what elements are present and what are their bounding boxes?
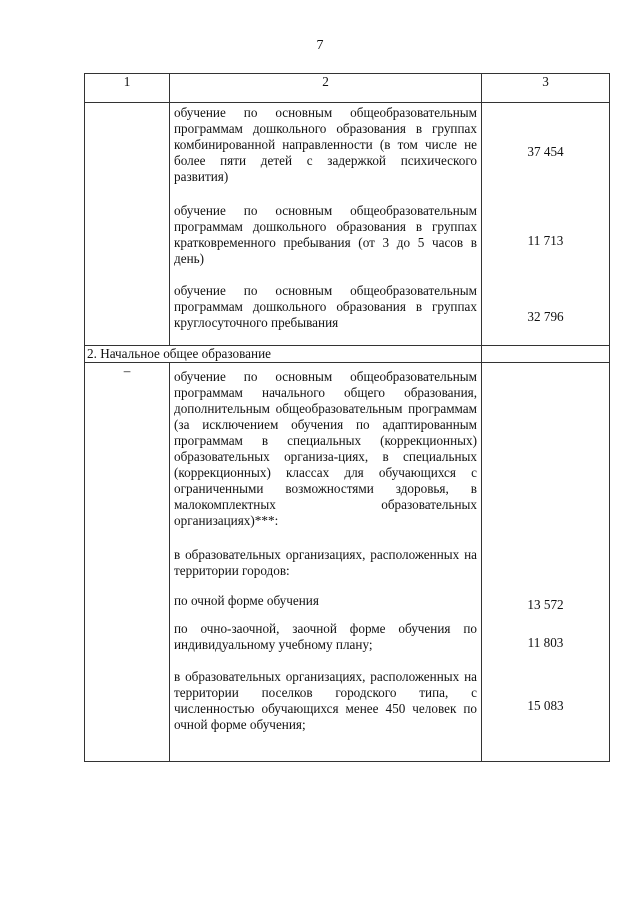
section-title: 2. Начальное общее образование [85, 346, 482, 363]
value-text: 37 454 [527, 144, 564, 159]
entry-text: обучение по основным общеобразовательным программам дошкольного образования в группах кратковременного пребывания (от 3 до 5 часов в день) [174, 203, 477, 266]
description-cell [170, 103, 482, 346]
entry-text: обучение по основным общеобразовательным программам дошкольного образования в группах комбинированной направленности (в том числе не более пяти детей с задержкой психического развития) [174, 105, 477, 184]
dash-cell: – [85, 363, 170, 762]
empty-cell [85, 103, 170, 346]
value-text: 11 713 [527, 233, 564, 248]
value-text: 13 572 [527, 597, 564, 612]
section-heading-row [85, 346, 610, 363]
intro-text: обучение по основным общеобразовательным программам начального общего образования, дополнительным общеобразовательным программам (за исключением обучения по адаптированным программам в специальных (коррекционных) образовательных организа-циях, в специальных (коррекционных) классах для обучающихся с ограниченными возможностями здоровья, в малокомплектных образовательных организациях)***: [174, 369, 477, 528]
header-col-2: 2 [170, 74, 482, 103]
description-cell [170, 363, 482, 762]
entry-text: обучение по основным общеобразовательным программам дошкольного образования в группах круглосуточного пребывания [174, 283, 477, 330]
value-text: 32 796 [527, 309, 564, 324]
value-cell [482, 103, 610, 346]
entry-text: в образовательных организациях, расположенных на территории поселков городского типа, с численностью обучающихся менее 450 человек по очной форме обучения; [174, 669, 477, 732]
header-col-1: 1 [85, 74, 170, 103]
value-text: 11 803 [527, 635, 564, 650]
value-text: 15 083 [527, 698, 564, 713]
header-col-3: 3 [482, 74, 610, 103]
entry-text: по очно-заочной, заочной форме обучения по индивидуальному учебному плану; [174, 621, 477, 652]
entry-text: по очной форме обучения [174, 593, 319, 608]
table-row [85, 363, 610, 762]
tariff-table [84, 73, 610, 762]
city-heading: в образовательных организациях, расположенных на территории городов: [174, 547, 477, 578]
empty-cell [482, 346, 610, 363]
spacer [482, 363, 609, 591]
table-header-row [85, 74, 610, 103]
page-number: 7 [316, 38, 324, 53]
table-row [85, 103, 610, 346]
value-cell [482, 363, 610, 762]
